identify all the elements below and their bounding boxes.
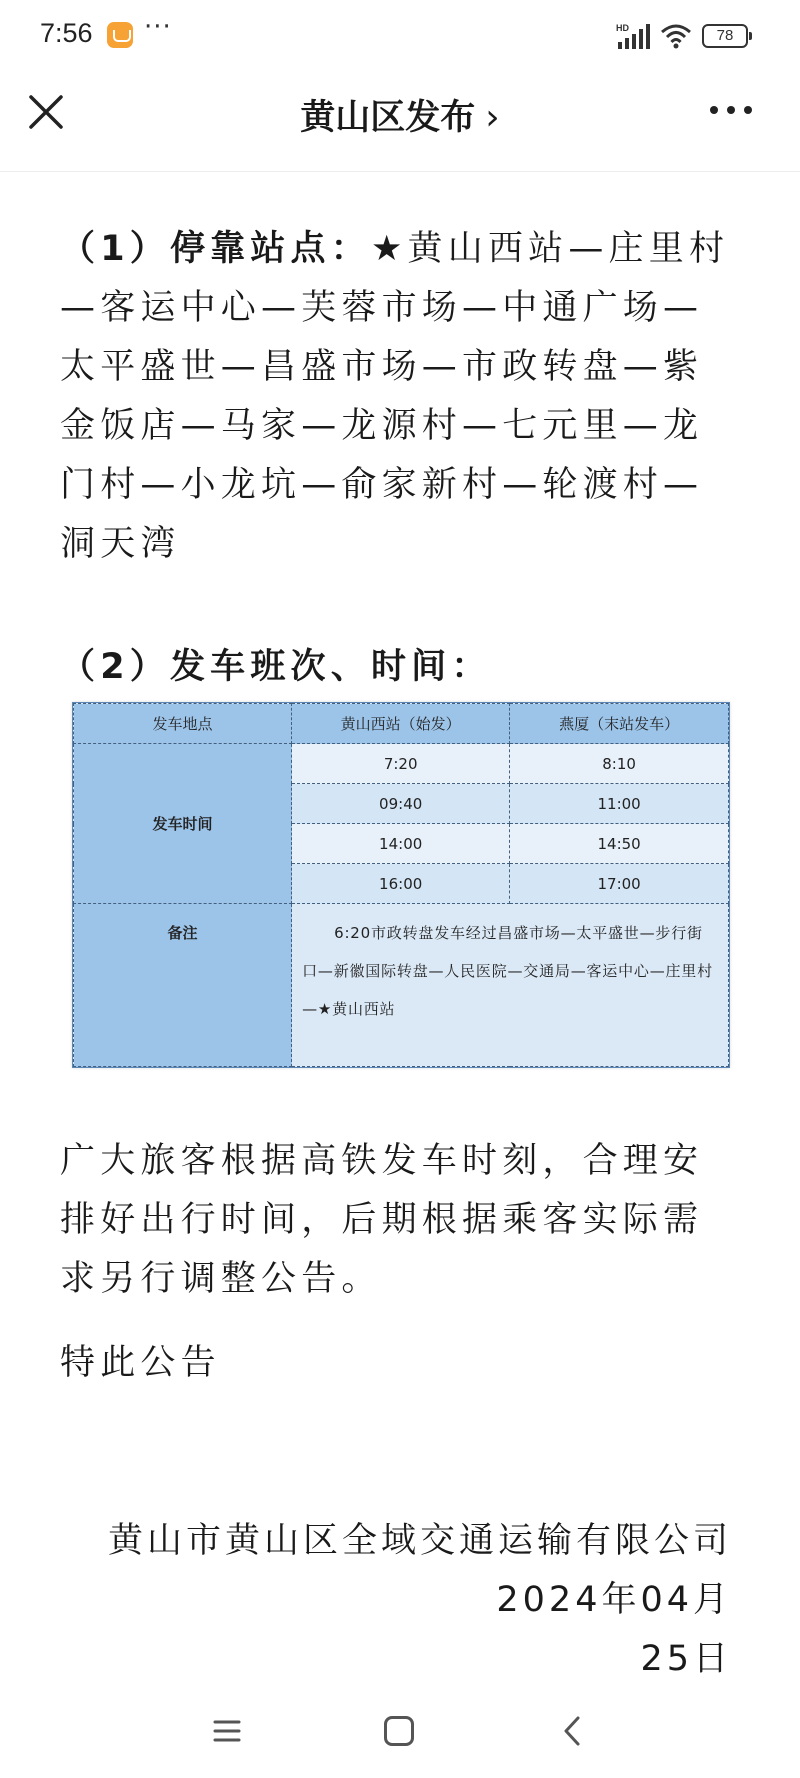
timetable-image[interactable]: [72, 702, 730, 1068]
home-icon[interactable]: [384, 1716, 414, 1746]
time-cell: 11:00: [510, 784, 729, 824]
network-type-label: HD: [616, 23, 629, 33]
note-cell: [292, 904, 729, 1067]
more-notifications-icon: ···: [144, 12, 172, 42]
battery-level: 78: [716, 27, 734, 44]
stops-paragraph: [60, 220, 736, 574]
time-cell: 09:40: [292, 784, 510, 824]
notice-paragraph: 广大旅客根据高铁发车时刻，合理安排好出行时间，后期根据乘客实际需求另行调整公告。: [60, 1141, 704, 1299]
status-time: 7:56: [40, 18, 93, 48]
time-cell: 8:10: [510, 744, 729, 784]
time-cell: 14:50: [510, 824, 729, 864]
time-cell: 16:00: [292, 864, 510, 904]
row-label-departure-time: 发车时间: [74, 744, 292, 904]
menu-icon[interactable]: [212, 1716, 242, 1746]
company-signature: 黄山市黄山区全域交通运输有限公司: [107, 1521, 732, 1561]
date-line-1: 2024年04月: [496, 1580, 732, 1620]
timetable: [73, 703, 729, 1067]
account-title-link[interactable]: [0, 90, 800, 140]
back-icon[interactable]: [560, 1714, 584, 1748]
status-bar: [0, 0, 800, 72]
stops-heading: （1）停靠站点：: [60, 229, 371, 269]
system-nav-bar: [0, 1696, 800, 1778]
header-end-station: 燕厦（末站发车）: [510, 704, 729, 744]
signal-icon: [616, 22, 652, 50]
wifi-icon: [660, 22, 692, 50]
header-start-station: 黄山西站（始发）: [292, 704, 510, 744]
stops-list: ★黄山西站—庄里村—客运中心—芙蓉市场—中通广场—太平盛世—昌盛市场—市政转盘—紫金饭店—马家—龙源村—七元里—龙门村—小龙坑—俞家新村—轮渡村—洞天湾: [60, 229, 730, 564]
shopping-app-icon: [107, 22, 133, 48]
nav-bar: [0, 72, 800, 172]
page-title: 黄山区发布: [300, 98, 476, 138]
row-label-note: 备注: [74, 904, 292, 1067]
date-line-2: 25日: [640, 1639, 732, 1679]
chevron-right-icon: ›: [485, 97, 500, 138]
schedule-heading: （2）发车班次、时间：: [60, 647, 492, 687]
header-location: 发车地点: [74, 704, 292, 744]
battery-icon: [702, 24, 748, 48]
time-cell: 7:20: [292, 744, 510, 784]
closing-text: 特此公告: [60, 1343, 221, 1383]
time-cell: 17:00: [510, 864, 729, 904]
more-options-icon[interactable]: [708, 100, 754, 120]
time-cell: 14:00: [292, 824, 510, 864]
note-text: 6:20市政转盘发车经过昌盛市场—太平盛世—步行街口—新徽国际转盘—人民医院—交通局—客运中心—庄里村—★黄山西站: [302, 924, 713, 1018]
